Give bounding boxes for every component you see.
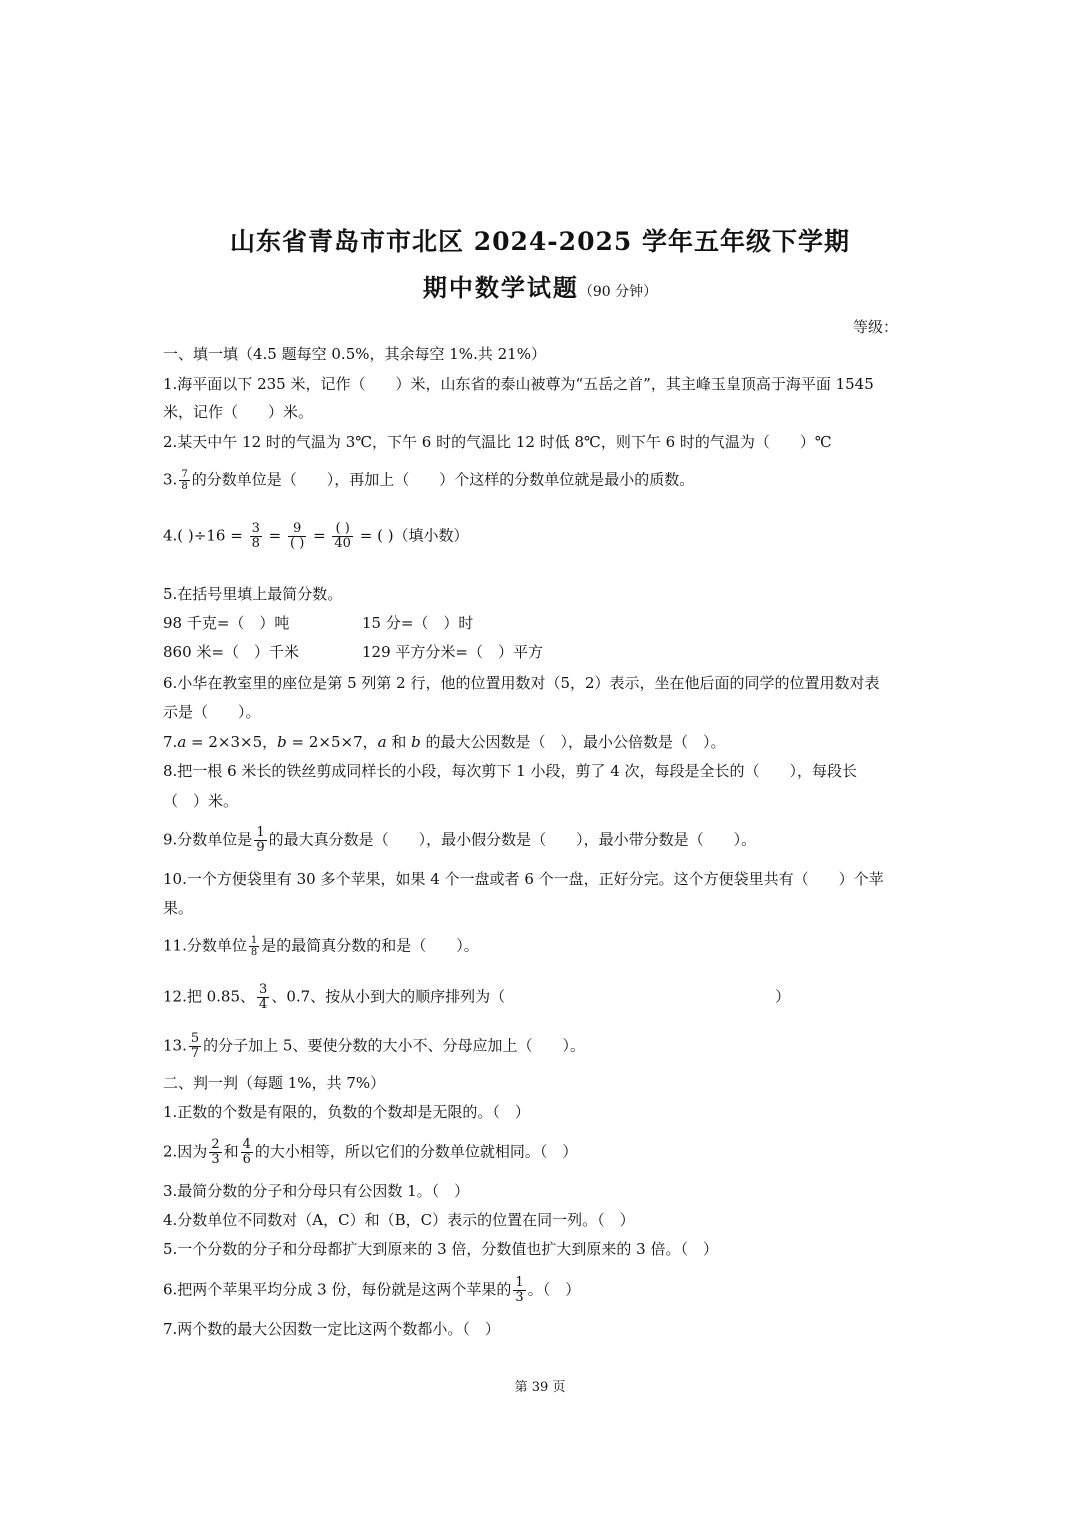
judge-2 (163, 1138, 577, 1167)
q7 (163, 732, 726, 752)
j6-den: 3 (515, 1290, 524, 1305)
q7-prefix: 7. (163, 733, 178, 751)
q5-item-c: 860 米=（ ）千米 (163, 643, 299, 661)
q12-num: 3 (259, 982, 268, 997)
q13-num: 5 (190, 1031, 200, 1046)
q1-line1: 1.海平面以下 235 米，记作（ ）米，山东省的泰山被尊为“五岳之首”，其主峰玉皇顶高于海平面 1545 (163, 375, 874, 393)
q6-line2: 示是（ ）。 (163, 703, 261, 721)
q9-fraction (254, 826, 266, 855)
q7-rest: 的最大公因数是（ ），最小公倍数是（ ）。 (420, 733, 726, 751)
q11-prefix: 11.分数单位 (163, 936, 247, 955)
j6-text: 。（ ） (527, 1280, 581, 1299)
q7-b-expr: = 2×5×7， (286, 733, 378, 751)
q4-fraction-2 (288, 522, 306, 551)
q12-den: 4 (259, 997, 268, 1012)
j2-fraction-1 (209, 1138, 221, 1167)
j2-f2-num: 4 (242, 1137, 251, 1152)
judge-3: 3.最简分数的分子和分母只有公因数 1。（ ） (163, 1182, 470, 1200)
q6-line1: 6.小华在教室里的座位是第 5 列第 2 行，他的位置用数对（5，2）表示，坐在他后面的同学的位置用数对表 (163, 674, 880, 692)
q4-f3-num: ( ) (332, 522, 353, 537)
j2-prefix: 2.因为 (163, 1142, 208, 1161)
q4-fraction-3 (332, 522, 353, 551)
subtitle-main: 期中数学试题 (422, 273, 579, 302)
q7-var-a: a (177, 733, 187, 751)
q13-prefix: 13. (163, 1036, 187, 1055)
q4-fraction-1 (250, 522, 262, 551)
q9-text: 的最大真分数是（ ），最小假分数是（ ），最小带分数是（ ）。 (268, 830, 757, 849)
q4-f3-den: 40 (334, 536, 351, 551)
q4-f2-num: 9 (288, 522, 306, 537)
q3-num: 7 (181, 469, 188, 480)
q12-fraction (257, 983, 269, 1012)
grade-label: 等级： (853, 318, 899, 336)
j2-f1-num: 2 (211, 1137, 220, 1152)
q5: 5.在括号里填上最简分数。 (163, 585, 343, 603)
judge-6 (163, 1276, 580, 1305)
q3-prefix: 3. (163, 470, 178, 489)
q10-line1: 10.一个方便袋里有 30 多个苹果，如果 4 个一盘或者 6 个一盘，正好分完。这个方便袋里共有（ ）个苹 (163, 870, 884, 888)
exam-subtitle (0, 268, 1080, 303)
q7-var-b: b (277, 733, 287, 751)
q13-fraction (189, 1032, 201, 1061)
q5-item-b: 15 分=（ ）时 (362, 614, 474, 632)
j6-prefix: 6.把两个苹果平均分成 3 份，每份就是这两个苹果的 (163, 1280, 512, 1299)
j2-fraction-2 (241, 1138, 253, 1167)
q8-line1: 8.把一根 6 米长的铁丝剪成同样长的小段，每次剪下 1 小段，剪了 4 次，每段是全长的（ ），每段长 (163, 762, 858, 780)
q4-prefix: 4.( )÷16 = (163, 526, 243, 545)
q7-and: 和 (386, 733, 412, 751)
q4-eq-1: = (268, 526, 282, 545)
q5-item-a: 98 千克=（ ）吨 (163, 614, 290, 632)
q7-var-a2: a (377, 733, 387, 751)
page-number: 第 39 页 (514, 1380, 566, 1395)
q9-prefix: 9.分数单位是 (163, 830, 253, 849)
q3-den: 8 (181, 481, 188, 492)
j6-num: 1 (515, 1275, 524, 1290)
q9 (163, 826, 756, 855)
q11-text: 是的最简真分数的和是（ ）。 (261, 936, 479, 955)
q7-var-b2: b (411, 733, 421, 751)
q11-num: 1 (250, 935, 258, 946)
j2-text: 的大小相等，所以它们的分数单位就相同。（ ） (254, 1142, 578, 1161)
q8-line2: （ ）米。 (163, 792, 239, 810)
q9-num: 1 (256, 825, 265, 840)
q7-a-expr: = 2×3×5， (186, 733, 278, 751)
q12-text: 、0.7、按从小到大的顺序排列为（ ） (271, 987, 791, 1006)
q4-f1-den: 8 (251, 536, 260, 551)
q5-item-d: 129 平方分米=（ ）平方 (362, 643, 543, 661)
q12 (163, 983, 790, 1012)
q4-f2-den: ( ) (289, 536, 305, 551)
exam-title: 山东省青岛市市北区 2024-2025 学年五年级下学期 (230, 227, 850, 256)
q11 (163, 935, 479, 958)
q12-prefix: 12.把 0.85、 (163, 987, 256, 1006)
q13-den: 7 (190, 1046, 200, 1061)
judge-5: 5.一个分数的分子和分母都扩大到原来的 3 倍，分数值也扩大到原来的 3 倍。（ ） (163, 1240, 718, 1258)
q4-eq-2: = (313, 526, 326, 545)
q9-den: 9 (256, 840, 265, 855)
j2-f1-den: 3 (211, 1152, 220, 1167)
q1-line2: 米，记作（ ）米。 (163, 403, 314, 421)
q13-text: 的分子加上 5、要使分数的大小不、分母应加上（ ）。 (203, 1036, 585, 1055)
judge-7: 7.两个数的最大公因数一定比这两个数都小。（ ） (163, 1320, 500, 1338)
section1-heading: 一、填一填（4.5 题每空 0.5%，其余每空 1%.共 21%） (163, 345, 546, 363)
q13 (163, 1032, 585, 1061)
q11-fraction (249, 935, 259, 958)
judge-1: 1.正数的个数是有限的，负数的个数却是无限的。（ ） (163, 1103, 530, 1121)
q3 (163, 469, 694, 492)
j2-mid: 和 (223, 1142, 239, 1161)
j2-f2-den: 6 (242, 1152, 251, 1167)
q2: 2.某天中午 12 时的气温为 3℃，下午 6 时的气温比 12 时低 8℃，则下午 6 时的气温为（ ）℃ (163, 433, 832, 451)
q4-f1-num: 3 (251, 521, 260, 536)
q4 (163, 522, 469, 551)
q4-suffix: = ( )（填小数） (359, 526, 469, 545)
q3-fraction (179, 469, 189, 492)
q3-text: 的分数单位是（ ），再加上（ ）个这样的分数单位就是最小的质数。 (191, 470, 695, 489)
section2-heading: 二、判一判（每题 1%，共 7%） (163, 1074, 386, 1092)
q10-line2: 果。 (163, 899, 194, 917)
q11-den: 8 (250, 947, 258, 958)
duration: （90 分钟） (578, 284, 658, 300)
j6-fraction (513, 1276, 525, 1305)
judge-4: 4.分数单位不同数对（A，C）和（B，C）表示的位置在同一列。（ ） (163, 1211, 635, 1229)
